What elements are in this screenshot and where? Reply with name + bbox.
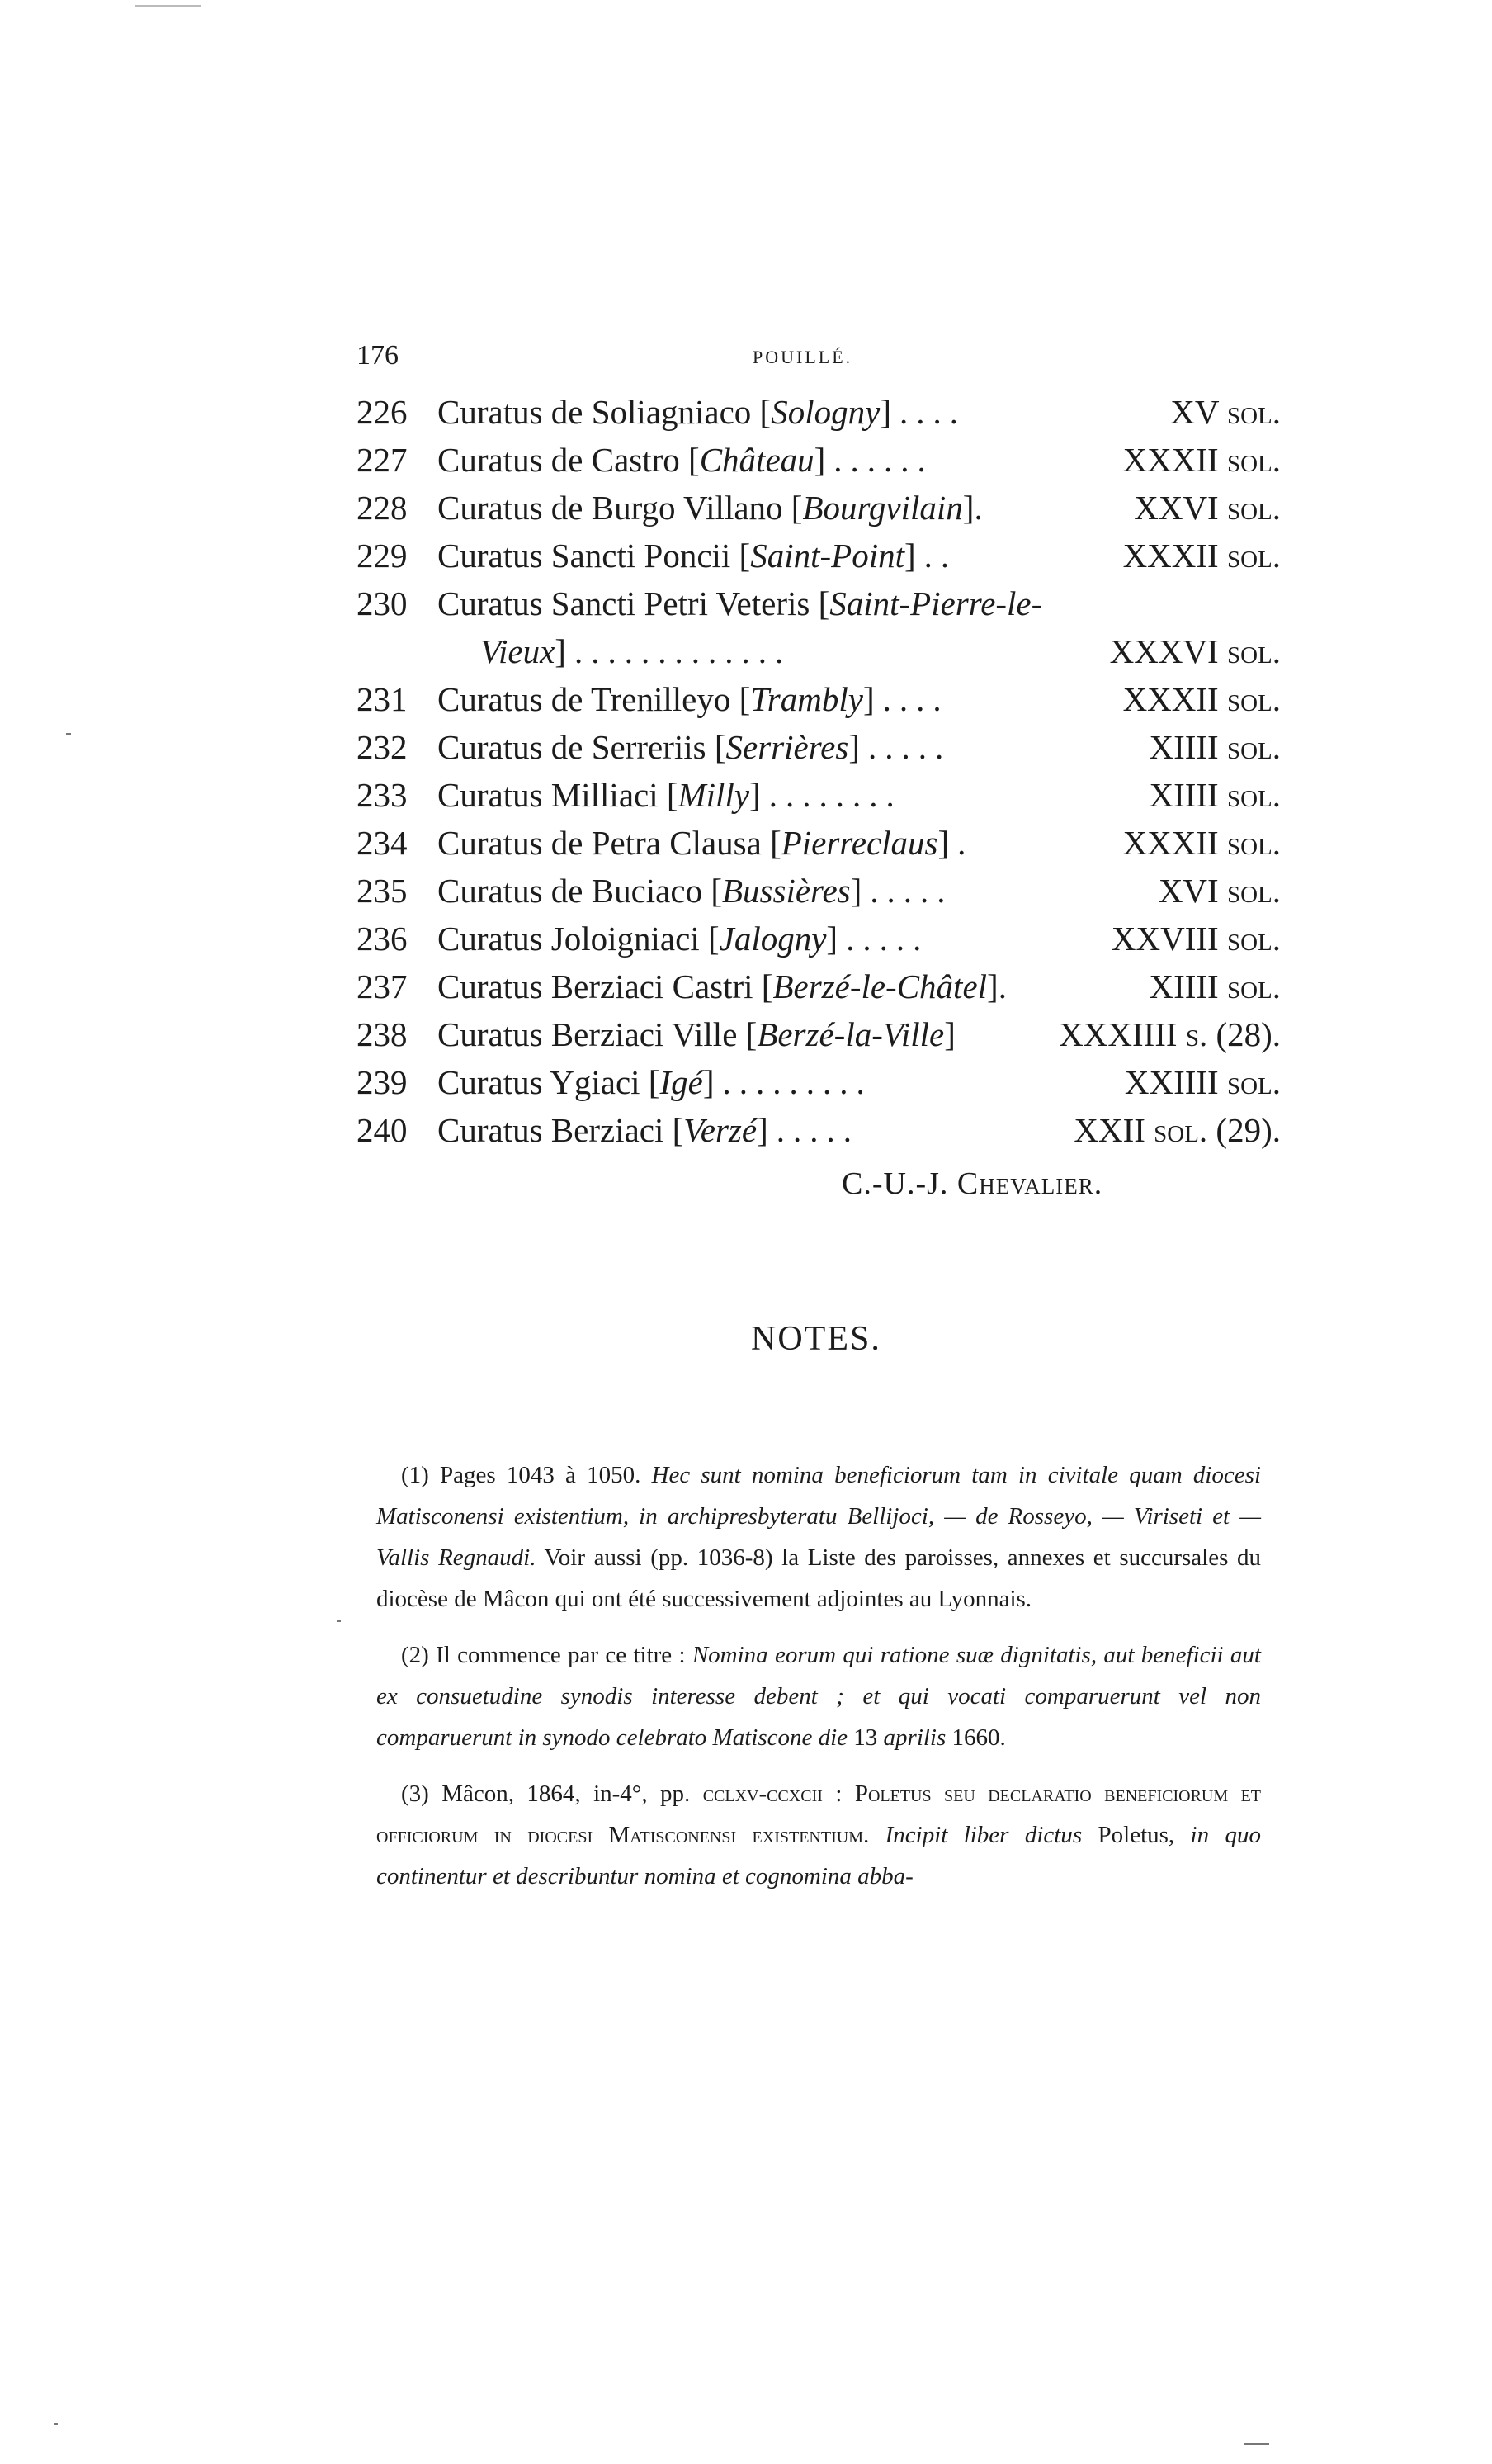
register-entry (356, 484, 1281, 532)
entry-text (437, 962, 1007, 1010)
entry-amount: XXXII sol. (1122, 441, 1281, 479)
entry-bracket: ] (904, 537, 916, 575)
entry-amount: XXXVI sol. (1109, 632, 1281, 670)
entry-latin-name: Curatus de Castro [ (437, 441, 700, 479)
leader-dots: .. (923, 537, 958, 575)
entry-amount: XIIII sol. (1149, 776, 1281, 814)
entry-bracket: ] (880, 393, 891, 431)
entry-text (437, 675, 875, 723)
running-head (356, 340, 1272, 373)
entry-number: 239 (356, 1063, 408, 1101)
entry-text (437, 388, 891, 436)
entry-amount: XIIII sol. (1149, 728, 1281, 766)
entry-text (437, 484, 983, 532)
leader-dots: ........ (768, 776, 903, 814)
note-2 (376, 1634, 1261, 1758)
note-3-colon: : (822, 1781, 855, 1807)
entry-number: 238 (356, 1015, 408, 1053)
entry-latin-name: Curatus de Petra Clausa [ (437, 824, 781, 862)
entry-number: 232 (356, 728, 408, 766)
entry-bracket: ] (555, 632, 566, 670)
register-entry (356, 723, 1281, 771)
entry-french-name: Igé (659, 1063, 703, 1101)
signature (842, 1166, 1102, 1202)
entry-latin-name: Curatus Ygiaci [ (437, 1063, 660, 1101)
entry-number: 235 (356, 872, 408, 910)
entry-amount: XXII sol. (29). (1074, 1111, 1281, 1149)
benefice-register (356, 388, 1281, 1154)
register-entry (356, 1058, 1281, 1106)
note-2-day: 13 (848, 1724, 884, 1751)
scan-mark (135, 5, 201, 7)
entry-latin-name: Curatus Berziaci [ (437, 1111, 684, 1149)
entry-text (437, 867, 862, 915)
entry-amount: XVI sol. (1158, 872, 1281, 910)
entry-bracket: ] (757, 1111, 768, 1149)
scan-mark (337, 1620, 341, 1622)
register-entry (356, 819, 1281, 867)
entry-french-name: Milly (678, 776, 750, 814)
entry-french-name: Serrières (725, 728, 849, 766)
entry-bracket: ] (862, 680, 875, 718)
entry-bracket: ]. (987, 967, 1007, 1005)
entry-french-name: Bourgvilain (802, 489, 963, 527)
leader-dots: ..... (868, 728, 952, 766)
entry-amount: XXVIII sol. (1111, 920, 1281, 958)
entry-latin-name: Curatus de Trenilleyo [ (437, 680, 751, 718)
leader-dots: .... (899, 393, 966, 431)
entry-text (437, 819, 949, 867)
entry-number: 234 (356, 824, 408, 862)
page-number: 176 (356, 340, 399, 371)
entry-amount: XXVI sol. (1134, 489, 1281, 527)
register-entry (356, 675, 1281, 723)
note-3-incipit: Incipit liber dictus (869, 1822, 1083, 1848)
note-2-latin: Nomina eorum qui ratione suæ dignitatis, aut beneficii aut ex consuetudine synodis interesse debent ; et qui vocati comparuerunt vel non comparuerunt in synodo celebrato Matiscone die (376, 1642, 1261, 1751)
leader-dots: ..... (846, 920, 930, 958)
entry-text (437, 532, 916, 579)
entry-french-name: Sologny (771, 393, 881, 431)
register-entry (356, 388, 1281, 436)
entry-amount: XV sol. (1170, 393, 1281, 431)
entry-latin-name: Curatus de Serreriis [ (437, 728, 726, 766)
entry-bracket: ] (814, 441, 826, 479)
entry-french-name: Jalogny (719, 920, 827, 958)
note-3 (376, 1773, 1261, 1897)
register-entry (356, 532, 1281, 579)
entry-amount: XXXII sol. (1122, 537, 1281, 575)
entry-number: 240 (356, 1111, 408, 1149)
entry-text (437, 579, 1042, 627)
entry-french-name: Pierreclaus (781, 824, 938, 862)
leader-dots: ..... (870, 872, 954, 910)
entry-french-name: Saint-Point (750, 537, 904, 575)
note-1-ref: (1) Pages 1043 à 1050. (401, 1462, 652, 1488)
note-3-title: Poletus seu declaratio beneficiorum et officiorum in diocesi Matisconensi existentium. (376, 1781, 1262, 1848)
entry-french-name: Berzé-le-Châtel (772, 967, 988, 1005)
entry-bracket: ] (848, 728, 860, 766)
entry-bracket: ] (826, 920, 838, 958)
note-1 (376, 1454, 1261, 1620)
entry-text (437, 1058, 714, 1106)
entry-continuation (480, 627, 566, 675)
entry-text (437, 436, 825, 484)
note-2-ref: (2) Il commence par ce titre : (401, 1642, 692, 1668)
register-entry (356, 915, 1281, 962)
entry-french-name: Saint-Pierre-le- (829, 584, 1043, 622)
entry-number: 226 (356, 393, 408, 431)
note-3-latin: in quo continentur et describuntur nomina et cognomina abba- (376, 1822, 1261, 1889)
entry-bracket: ] (702, 1063, 715, 1101)
note-1-text: Voir aussi (pp. 1036-8) la Liste des paroisses, annexes et succursales du diocèse de Mâcon qui ont été successivement adjointes au Lyonnais. (376, 1544, 1261, 1612)
entry-amount: XXXII sol. (1122, 824, 1281, 862)
register-entry (356, 579, 1281, 675)
note-3-poletus: Poletus, (1082, 1822, 1191, 1848)
note-3-pages: cclxv-ccxcii (702, 1781, 823, 1807)
entry-latin-name: Curatus Berziaci Castri [ (437, 967, 773, 1005)
register-entry (356, 771, 1281, 819)
entry-latin-name: Curatus Sancti Poncii [ (437, 537, 751, 575)
entry-latin-name: Curatus de Soliagniaco [ (437, 393, 772, 431)
entry-number: 231 (356, 680, 408, 718)
entry-number: 236 (356, 920, 408, 958)
entry-french-name: Verzé (683, 1111, 758, 1149)
register-entry (356, 1106, 1281, 1154)
entry-text (437, 771, 761, 819)
entry-latin-name: Curatus de Buciaco [ (437, 872, 722, 910)
entry-bracket: ] (944, 1015, 956, 1053)
entry-french-name: Bussières (721, 872, 851, 910)
entry-bracket: ] (850, 872, 862, 910)
entry-text (437, 915, 838, 962)
entry-bracket: ] (937, 824, 950, 862)
leader-dots: ......... (722, 1063, 873, 1101)
entry-latin-name: Curatus Berziaci Ville [ (437, 1015, 758, 1053)
entry-text (437, 1106, 768, 1154)
scan-mark (54, 2423, 58, 2425)
notes (376, 1454, 1261, 1912)
entry-latin-name: Curatus Sancti Petri Veteris [ (437, 584, 830, 622)
leader-dots: ............. (574, 632, 792, 670)
leader-dots: . (957, 824, 975, 862)
entry-latin-name: Curatus de Burgo Villano [ (437, 489, 803, 527)
entry-french-name: Berzé-la-Ville (757, 1015, 945, 1053)
entry-amount: XXXII sol. (1122, 680, 1281, 718)
entry-latin-name: Curatus Milliaci [ (437, 776, 678, 814)
notes-heading: NOTES. (751, 1320, 881, 1358)
scan-mark (66, 733, 71, 735)
signature-initials: C.-U.-J. (842, 1166, 949, 1201)
register-entry (356, 867, 1281, 915)
entry-french-name: Château (699, 441, 814, 479)
note-3-ref: (3) Mâcon, 1864, in-4°, pp. (401, 1781, 703, 1807)
entry-latin-name: Curatus Joloigniaci [ (437, 920, 720, 958)
entry-french-name: Trambly (750, 680, 863, 718)
entry-french-name-cont: Vieux (480, 632, 555, 670)
leader-dots: .... (882, 680, 950, 718)
note-1-latin: Hec sunt nomina beneficiorum tam in civitale quam diocesi Matisconensi existentium, in archipresbyteratu Bellijoci, — de Rosseyo, — Viriseti et — Vallis Regnaudi. (376, 1462, 1262, 1571)
entry-number: 229 (356, 537, 408, 575)
entry-text (437, 723, 860, 771)
entry-number: 237 (356, 967, 408, 1005)
register-entry (356, 436, 1281, 484)
entry-amount: XXXIIII s. (28). (1059, 1015, 1281, 1053)
entry-bracket: ]. (962, 489, 983, 527)
entry-number: 233 (356, 776, 408, 814)
signature-name: Chevalier. (956, 1166, 1103, 1201)
register-entry (356, 962, 1281, 1010)
entry-bracket: ] (749, 776, 761, 814)
running-title: POUILLÉ. (753, 347, 853, 367)
entry-number: 228 (356, 489, 408, 527)
entry-amount: XXIIII sol. (1124, 1063, 1281, 1101)
note-2-year: 1660. (946, 1724, 1006, 1751)
note-2-month: aprilis (883, 1724, 947, 1751)
entry-text (437, 1010, 956, 1058)
entry-amount: XIIII sol. (1149, 967, 1281, 1005)
entry-number: 227 (356, 441, 408, 479)
leader-dots: ...... (833, 441, 934, 479)
leader-dots: ..... (776, 1111, 860, 1149)
entry-number: 230 (356, 584, 408, 622)
scan-mark (1244, 2443, 1269, 2445)
register-entry (356, 1010, 1281, 1058)
